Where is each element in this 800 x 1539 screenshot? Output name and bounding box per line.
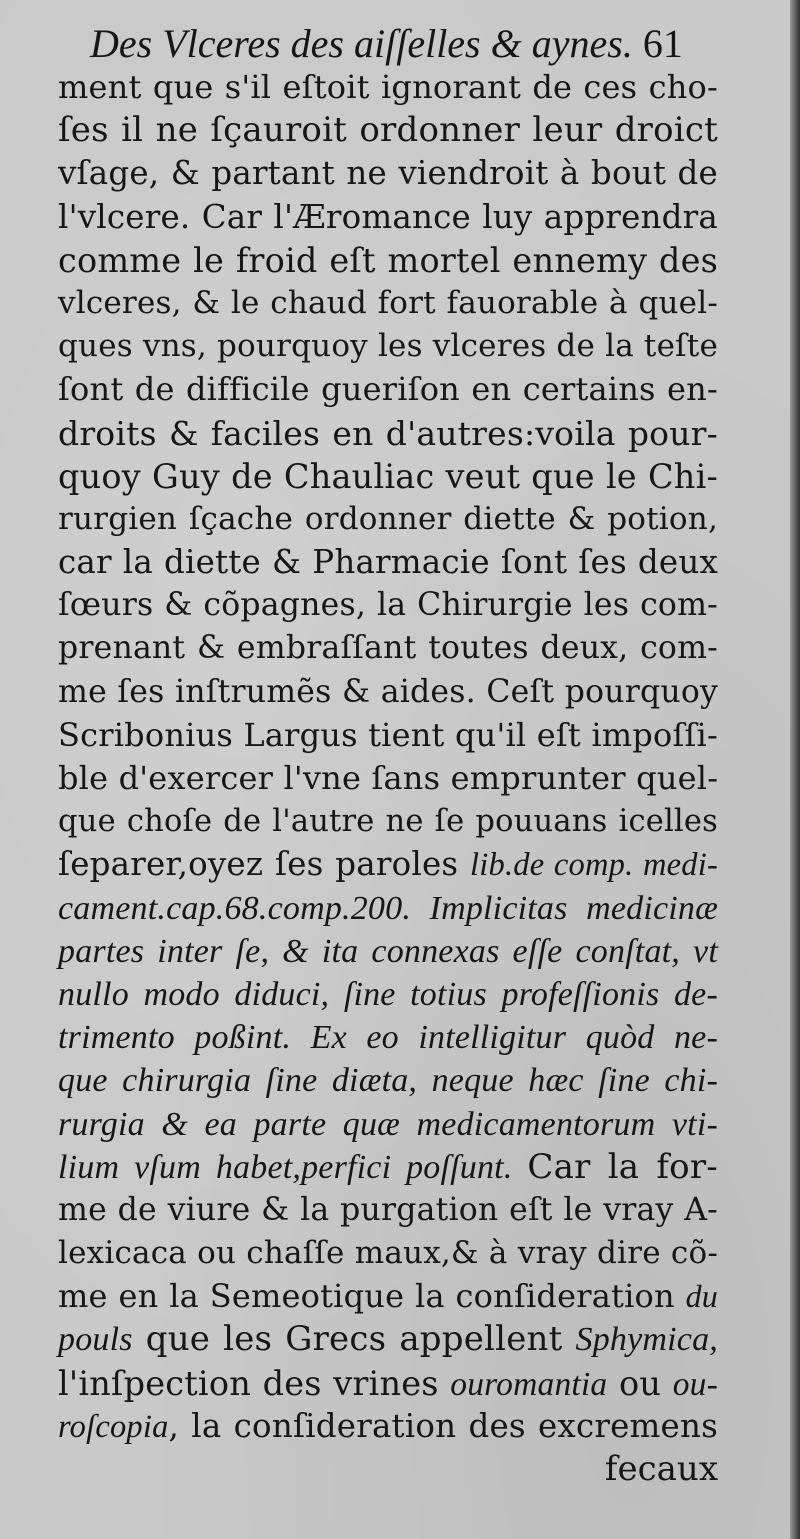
roman-text: lexicaca ou chaſſe maux,& à vray dire cõ-: [58, 1235, 718, 1272]
text-line: [58, 66, 718, 109]
roman-text: l'vlcere. Car l'Æromance luy apprendra: [58, 197, 718, 236]
book-gutter-edge: [790, 0, 800, 1539]
text-line: [58, 1232, 718, 1275]
text-line: [58, 282, 718, 325]
roman-text: ſont de difficile gueriſon en certains en-: [58, 370, 718, 409]
text-line: [58, 584, 718, 627]
italic-text: ou-: [672, 1365, 718, 1403]
text-line: [58, 498, 718, 541]
roman-text: vſage, & partant ne viendroit à bout de: [58, 154, 718, 193]
roman-text: que choſe de l'autre ne ſe pouuans icelles: [58, 804, 718, 840]
text-line: [58, 757, 718, 800]
text-line: [58, 1189, 718, 1232]
roman-text: ble d'exercer l'vne ſans emprunter quel-: [58, 759, 719, 797]
text-line: [58, 109, 718, 152]
text-line: [58, 714, 718, 757]
text-line: [58, 973, 718, 1016]
roman-text: me en la Semeotique la conſideration: [58, 1277, 686, 1316]
roman-text: que les Grecs appellent: [132, 1319, 576, 1360]
body-text: [58, 66, 718, 1448]
italic-text: pouls: [58, 1321, 133, 1359]
running-title: Des Vlceres des aiſſelles & aynes.: [90, 21, 633, 66]
catchword: fecaux: [604, 1449, 718, 1489]
text-line: [58, 368, 718, 411]
italic-text: lium vſum habet,perfici poſſunt.: [58, 1148, 528, 1186]
roman-text: , la conſideration des excremens: [168, 1406, 718, 1445]
text-line: [58, 887, 718, 930]
roman-text: ſeparer,oyez ſes paroles: [58, 845, 471, 884]
roman-text: Scribonius Largus tient qu'il eſt impoſſi-: [58, 715, 718, 754]
roman-text: Car la for-: [527, 1146, 718, 1187]
roman-text: ment que s'il eſtoit ignorant de ces cho-: [58, 68, 718, 106]
text-line: [58, 1362, 718, 1405]
text-line: [58, 1405, 718, 1448]
italic-text: que chirurgia ſine diæta, neque hæc ſine chi-: [58, 1062, 718, 1100]
italic-text: partes inter ſe, & ita connexas eſſe conſtat, vt: [58, 932, 718, 970]
text-line: [58, 1016, 718, 1059]
italic-text: du: [685, 1278, 718, 1315]
roman-text: quoy Guy de Chauliac veut que le Chi-: [58, 456, 718, 496]
text-line: [58, 196, 718, 239]
roman-text: me ſes inſtrumẽs & aides. Ceſt pourquoy: [58, 673, 718, 710]
text-line: [58, 671, 718, 714]
text-line: [58, 1275, 718, 1318]
roman-text: droits & faciles en d'autres:voila pour-: [58, 413, 718, 453]
italic-text: cament.cap.68.comp.200. Implicitas medicinæ: [58, 889, 718, 927]
roman-text: rurgien ſçache ordonner diette & potion,: [58, 500, 718, 537]
roman-text: ſœurs & cõpagnes, la Chirurgie les com-: [58, 587, 718, 624]
text-line: [58, 627, 718, 670]
roman-text: me de viure & la purgation eſt le vray A-: [58, 1191, 718, 1228]
roman-text: l'inſpection des vrines: [58, 1363, 451, 1403]
roman-text: comme le froid eſt mortel ennemy des: [58, 240, 718, 280]
italic-text: lib.de comp. medi-: [470, 847, 718, 884]
text-line: [58, 1146, 718, 1189]
roman-text: ſes il ne ſçauroit ordonner leur droict: [58, 110, 718, 151]
text-line: [58, 800, 718, 843]
italic-text: rurgia & ea parte quæ medicamentorum vti-: [58, 1105, 718, 1143]
roman-text: car la diette & Pharmacie ſont ſes deux: [58, 543, 718, 582]
text-line: [58, 1103, 718, 1146]
roman-text: ou: [607, 1363, 673, 1403]
roman-text: ques vns, pourquoy les vlceres de la teſte: [58, 328, 719, 365]
running-head: [58, 22, 718, 66]
text-line: [58, 152, 718, 195]
text-line: [58, 541, 718, 584]
page-number: 61: [642, 21, 683, 66]
text-block: [58, 22, 718, 1491]
text-line: [58, 1318, 718, 1361]
italic-text: Sphymica,: [575, 1321, 718, 1359]
roman-text: vlceres, & le chaud fort fauorable à quel-: [58, 284, 718, 321]
text-line: [58, 325, 718, 368]
italic-text: ouromantia: [450, 1365, 608, 1403]
italic-text: trimento poßint. Ex eo intelligitur quòd ne-: [58, 1019, 718, 1057]
text-line: [58, 843, 718, 886]
text-line: [58, 1059, 718, 1102]
italic-text: roſcopia: [58, 1408, 169, 1445]
text-line: [58, 239, 718, 282]
text-line: [58, 412, 718, 455]
roman-text: prenant & embraſſant toutes deux, com-: [58, 630, 718, 667]
text-line: [58, 930, 718, 973]
text-line: [58, 455, 718, 498]
italic-text: nullo modo diduci, ſine totius profeſſionis de-: [58, 975, 718, 1013]
